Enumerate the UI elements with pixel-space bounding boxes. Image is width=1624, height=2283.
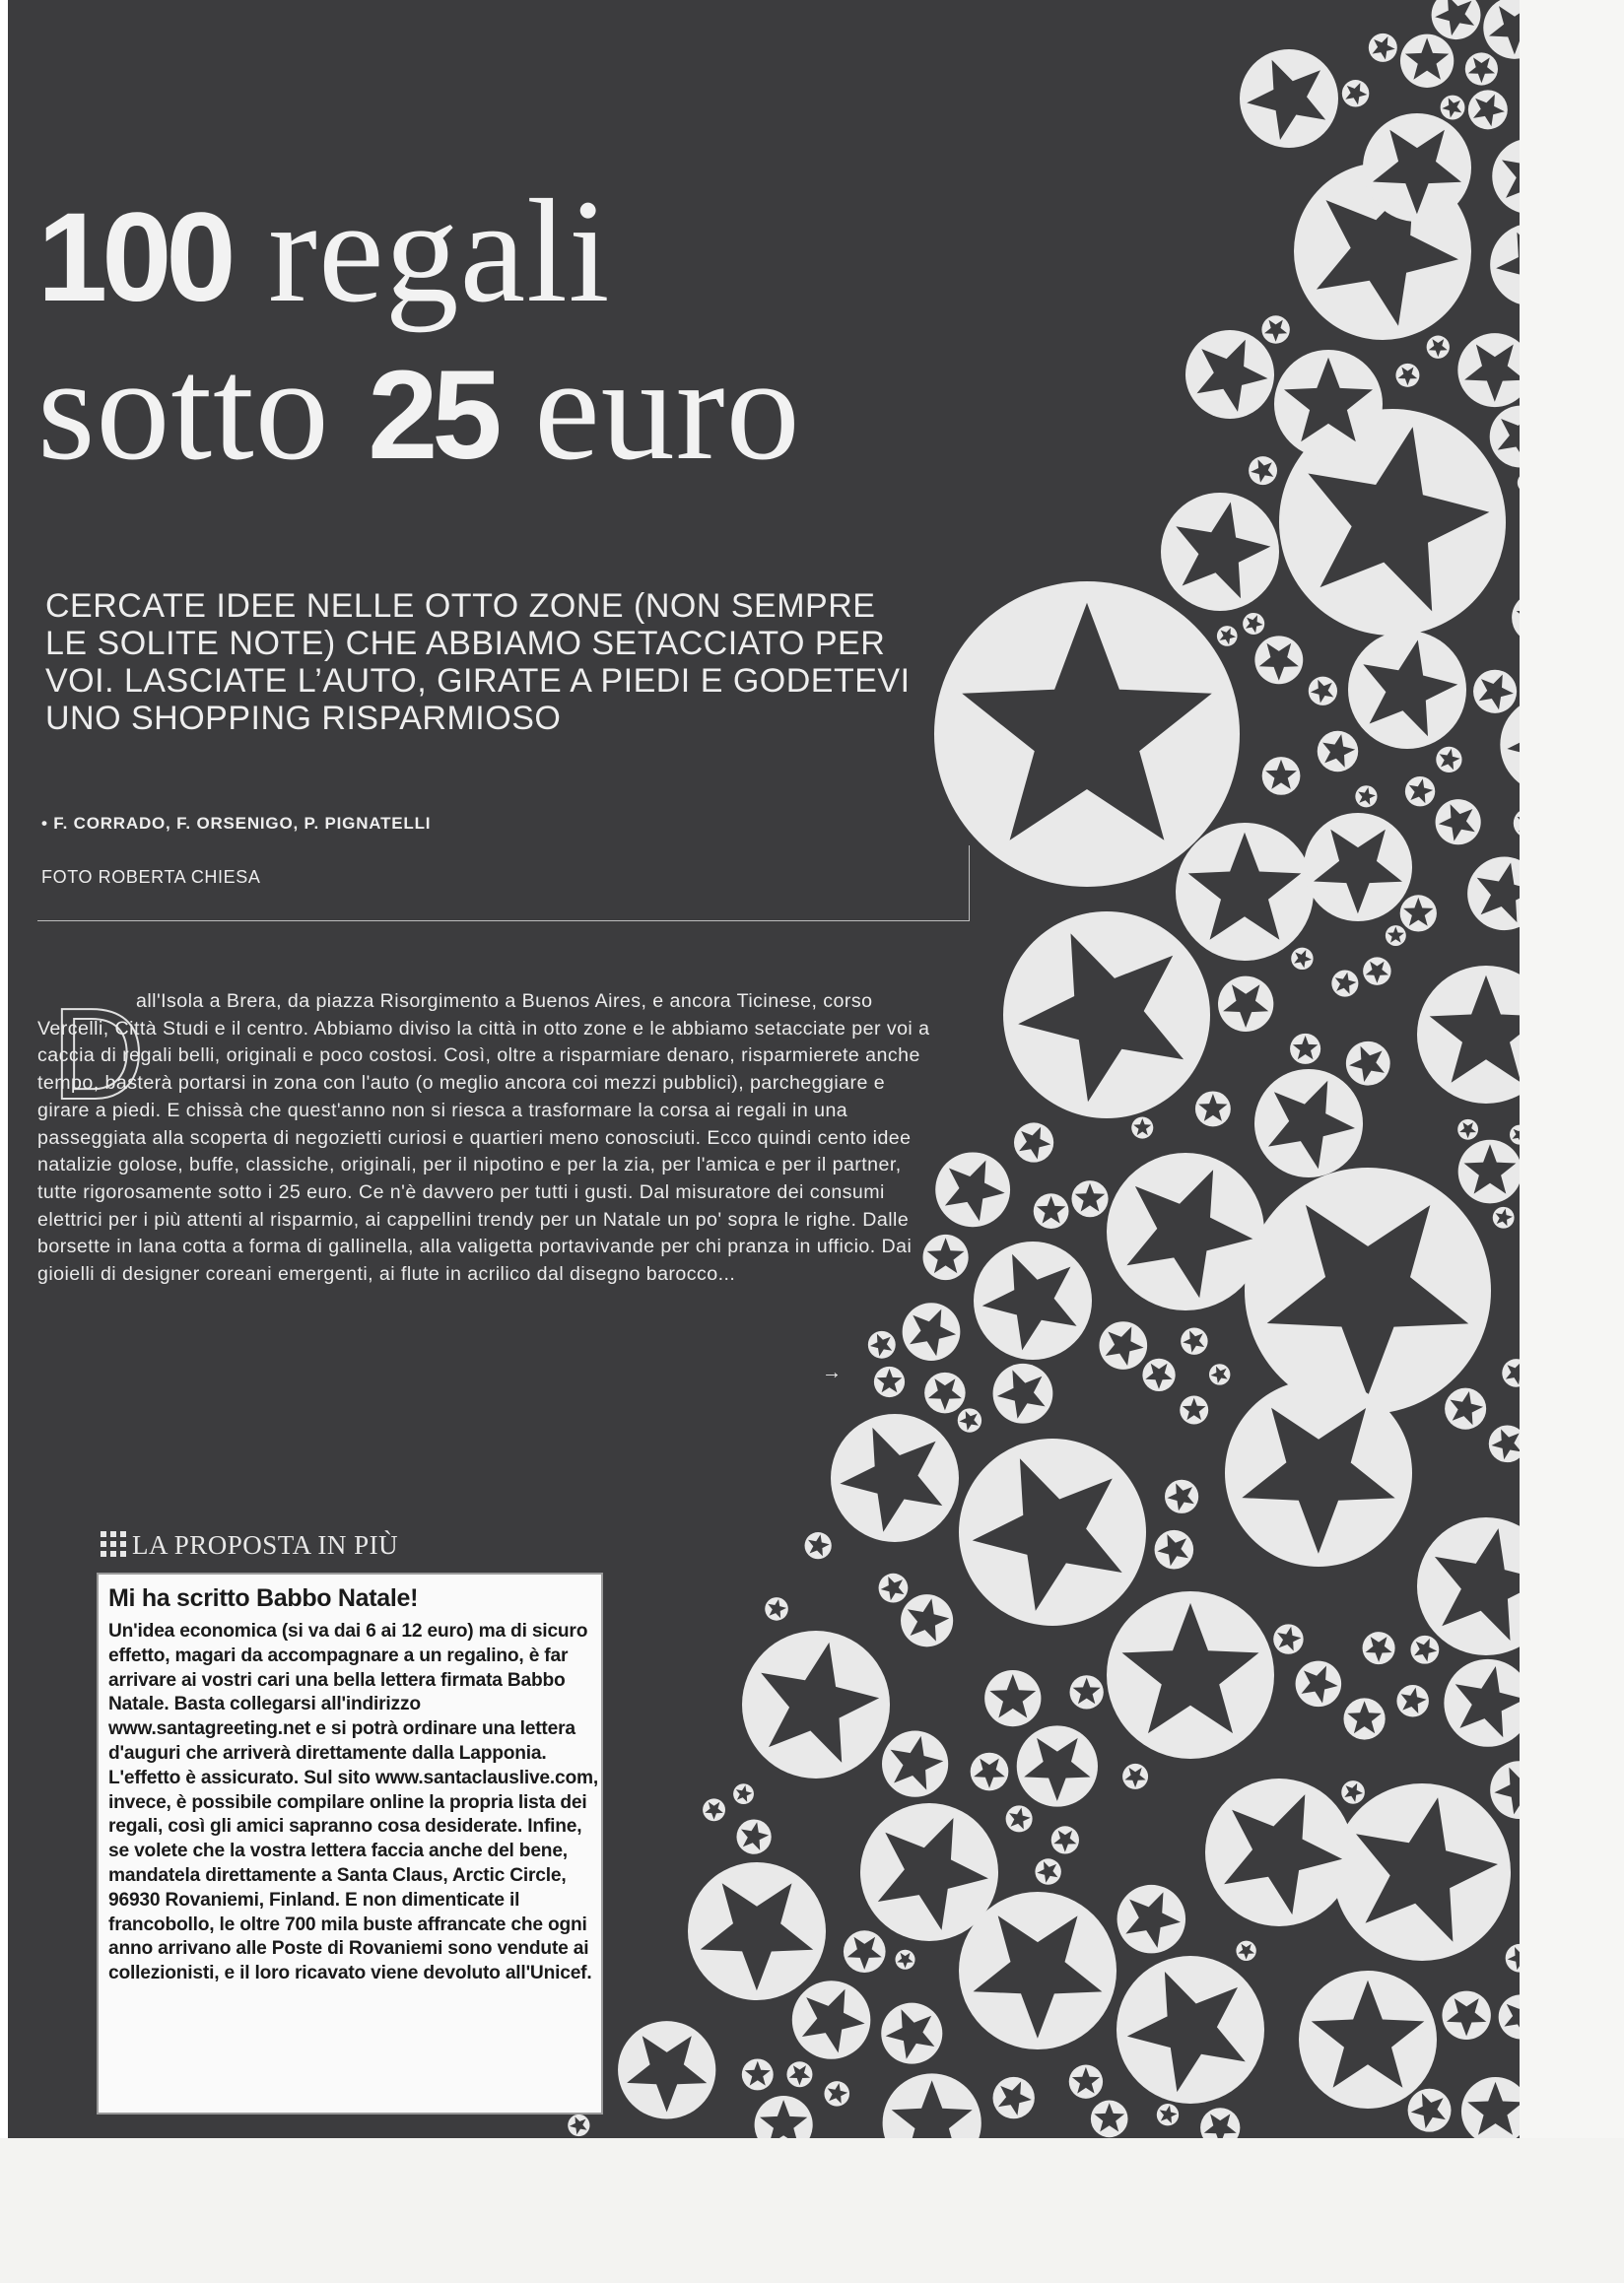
star-ornament <box>1273 1624 1303 1653</box>
star-ornament <box>1296 1661 1342 1708</box>
headline-word-euro: euro <box>496 327 801 491</box>
star-ornament <box>1155 1530 1194 1570</box>
star-ornament <box>1467 857 1520 931</box>
star-ornament <box>1490 1761 1520 1819</box>
star-ornament <box>1017 1725 1098 1806</box>
star-ornament <box>1483 0 1520 59</box>
star-ornament <box>786 2061 812 2087</box>
photo-credit: FOTO ROBERTA CHIESA <box>41 867 261 887</box>
star-ornament <box>1117 1885 1185 1953</box>
star-ornament <box>1490 224 1520 306</box>
star-ornament <box>903 1303 961 1361</box>
star-ornament <box>860 1803 998 1941</box>
star-ornament <box>1386 925 1406 946</box>
star-ornament <box>934 581 1240 887</box>
star-ornament <box>1205 1779 1353 1926</box>
sidebar-section-label <box>101 1530 398 1561</box>
continue-arrow-icon: → <box>822 1362 842 1383</box>
star-ornament <box>895 1950 914 1970</box>
star-ornament <box>1291 948 1313 970</box>
star-ornament <box>1400 34 1454 88</box>
headline-line-2 <box>37 327 801 491</box>
star-ornament <box>1091 2101 1128 2138</box>
star-ornament <box>792 1981 871 2059</box>
headline-word-sotto: sotto <box>37 327 369 491</box>
star-ornament <box>1341 1780 1365 1804</box>
magazine-page <box>8 0 1520 2138</box>
star-ornament <box>993 2077 1035 2118</box>
star-ornament <box>1427 336 1450 359</box>
star-ornament <box>1240 49 1338 148</box>
star-ornament <box>1490 406 1520 468</box>
star-ornament <box>1070 1675 1104 1709</box>
star-ornament <box>742 1631 890 1779</box>
star-ornament <box>1355 785 1377 807</box>
star-ornament <box>1131 1117 1153 1139</box>
star-ornament <box>993 1364 1053 1424</box>
star-ornament <box>1318 731 1358 772</box>
star-ornament <box>1261 315 1289 343</box>
star-ornament <box>1157 2104 1179 2125</box>
star-ornament <box>868 1331 896 1359</box>
star-ornament <box>924 1373 965 1413</box>
star-ornament <box>844 1930 886 1973</box>
star-ornament <box>1304 813 1412 921</box>
star-ornament <box>882 1731 948 1797</box>
star-ornament <box>736 1819 771 1853</box>
star-ornament <box>1249 456 1277 485</box>
star-ornament <box>1458 1140 1520 1204</box>
star-ornament <box>1309 677 1337 705</box>
star-ornament <box>1489 1425 1520 1462</box>
star-ornament <box>1200 2108 1240 2138</box>
scan-margin-bottom <box>0 2138 1624 2283</box>
star-ornament <box>1245 1168 1491 1414</box>
star-ornament <box>1165 1480 1198 1513</box>
star-ornament <box>1499 1994 1520 2039</box>
star-ornament <box>1181 1327 1207 1354</box>
star-ornament <box>1369 34 1397 62</box>
star-ornament <box>1176 823 1314 961</box>
star-ornament <box>959 1439 1146 1626</box>
star-ornament <box>1107 1591 1274 1759</box>
star-ornament <box>1225 1379 1412 1567</box>
star-ornament <box>1161 493 1279 611</box>
article-body: all'Isola a Brera, da piazza Risorgimento a Buenos Aires, e ancora Ticinese, corso Vercelli, Città Studi e il centro. Abbiamo diviso la città in otto zone e le abbiamo setacciate per voi a caccia di regali belli, originali e poco costosi. Così, oltre a risparmiare denaro, risparmierete anche tempo, basterà portarsi in zona con l'auto (o meglio ancora coi mezzi pubblici), parcheggiare e girare a piedi. E chissà che quest'anno non si riesca a trasformare la corsa ai regali in una passeggiata alla scoperta di negozietti curiosi e quartieri meno conosciuti. Ecco quindi cento idee natalizie golose, buffe, classiche, originali, per il nipotino e per la zia, per l'amica e per il partner, tutte rigorosamente sotto i 25 euro. Ce n'è davvero per tutti i gusti. Dal misuratore dei consumi elettrici per i più attenti al risparmio, ai cappellini trendy per un Natale un po' sopra le righe. Dalle borsette in lana cotta a forma di gallinella, alla valigetta portavivande per chi pranza in ufficio. Dai gioielli di designer coreani emergenti, ai flute in acrilico dal disegno barocco... <box>37 990 930 1286</box>
star-ornament <box>1116 1956 1264 2104</box>
star-ornament <box>1331 971 1358 997</box>
star-ornament <box>1254 1069 1363 1177</box>
star-ornament <box>1142 1359 1175 1391</box>
star-ornament <box>1492 139 1520 215</box>
star-ornament <box>874 1367 905 1397</box>
sidebar-text: Un'idea economica (si va dai 6 ai 12 euro) ma di sicuro effetto, magari da accompagnare a un regalino, è far arrivare ai vostri cari una bella lettera firmata Babbo Natale. Basta collegarsi all'indirizzo www.santagreeting.net e si potrà ordinare una lettera d'auguri che arriverà direttamente dalla Lapponia. L'effetto è assicurato. Sul sito www.santaclauslive.com, invece, è possibile compilare online la propria lista dei regali, così gli amici sapranno cosa desiderate. Infine, se volete che la vostra lettera faccia anche del bene, mandatela direttamente a Santa Claus, Arctic Circle, 96930 Rovaniemi, Finland. E non dimenticate il francobollo, le oltre 700 mila buste affrancate che ogni anno arrivano alle Poste di Rovaniemi sono vendute ai collezionisti, e il loro ricavato viene devoluto all'Unicef. <box>108 1621 599 1984</box>
ornament-circle <box>1512 592 1520 642</box>
star-ornament <box>1254 636 1303 684</box>
star-ornament <box>1408 2089 1452 2132</box>
grid-icon <box>101 1531 126 1557</box>
star-ornament <box>1363 113 1471 222</box>
star-ornament <box>1468 90 1508 129</box>
star-ornament <box>1436 799 1481 844</box>
star-ornament <box>1346 1041 1390 1086</box>
star-ornament <box>703 1798 725 1821</box>
star-ornament <box>688 1862 826 2000</box>
star-ornament <box>1051 1826 1079 1853</box>
star-ornament <box>1461 2077 1520 2138</box>
star-ornament <box>1432 0 1481 39</box>
star-ornament <box>1445 1388 1486 1430</box>
star-ornament <box>1410 1636 1439 1664</box>
star-ornament <box>1436 747 1461 772</box>
star-ornament <box>1457 333 1520 407</box>
star-ornament <box>1014 1122 1053 1162</box>
star-ornament <box>1506 1944 1520 1973</box>
star-ornament <box>974 1242 1092 1360</box>
byline: • F. CORRADO, F. ORSENIGO, P. PIGNATELLI <box>41 814 432 833</box>
star-ornament <box>618 2021 715 2118</box>
star-ornament <box>1405 776 1435 806</box>
star-ornament <box>568 2115 589 2136</box>
star-ornament <box>1006 1805 1033 1832</box>
star-ornament <box>883 2073 981 2138</box>
headline-number-25: 25 <box>368 345 497 486</box>
sidebar-title: Mi ha scritto Babbo Natale! <box>108 1584 419 1612</box>
star-ornament <box>1333 1783 1511 1961</box>
star-ornament <box>984 1670 1041 1726</box>
star-ornament <box>1502 1359 1520 1387</box>
headline-word-regali: regali <box>230 169 611 333</box>
star-ornament <box>1217 626 1238 646</box>
star-ornament <box>879 1574 909 1603</box>
divider-vertical <box>969 845 970 921</box>
star-ornament <box>1465 52 1498 85</box>
star-ornament <box>1348 631 1466 749</box>
star-ornament <box>1400 895 1437 931</box>
star-ornament <box>1417 966 1520 1104</box>
star-ornament <box>1071 1180 1108 1217</box>
star-ornament <box>1035 1858 1060 1884</box>
star-ornament <box>733 1783 754 1804</box>
star-ornament <box>831 1414 959 1542</box>
star-ornament <box>1034 1193 1069 1229</box>
star-ornament <box>1290 1034 1320 1064</box>
star-ornament <box>1180 1396 1208 1425</box>
star-ornament <box>901 1594 953 1646</box>
star-ornament <box>1510 1125 1520 1145</box>
scan-margin-right <box>1520 0 1624 2138</box>
star-ornament <box>765 1597 788 1621</box>
headline <box>37 169 801 491</box>
star-ornament <box>1441 96 1465 120</box>
star-ornament <box>1107 1153 1264 1310</box>
star-ornament <box>881 2003 942 2064</box>
star-ornament <box>1069 2065 1103 2099</box>
star-ornament <box>1363 1632 1395 1664</box>
star-ornament <box>742 2058 774 2090</box>
star-ornament <box>1444 1659 1520 1747</box>
star-ornament <box>1195 1091 1231 1126</box>
star-ornament <box>1236 1941 1255 1961</box>
subheadline: CERCATE IDEE NELLE OTTO ZONE (NON SEMPRE LE SOLITE NOTE) CHE ABBIAMO SETACCIATO PER VOI. LASCIATE L’AUTO, GIRATE A PIEDI E GODETEVI UNO SHOPPING RISPARMIOSO <box>45 587 911 737</box>
headline-number-100: 100 <box>37 187 231 328</box>
star-ornament <box>1209 1364 1230 1384</box>
star-ornament <box>805 1532 832 1559</box>
divider-horizontal <box>37 920 970 921</box>
star-ornament <box>1512 592 1520 642</box>
star-ornament <box>1343 1698 1385 1739</box>
star-ornament <box>1122 1764 1148 1789</box>
star-ornament <box>1395 364 1419 387</box>
star-ornament <box>1442 1991 1490 2040</box>
drop-cap: D <box>51 981 146 1126</box>
star-ornament <box>1262 757 1301 795</box>
star-ornament <box>1342 80 1369 106</box>
star-ornament <box>971 1753 1009 1791</box>
star-ornament <box>958 1408 981 1432</box>
star-ornament <box>1243 613 1264 635</box>
star-ornament <box>1274 350 1383 458</box>
headline-line-1 <box>37 169 801 335</box>
star-ornament <box>1363 957 1390 984</box>
star-ornament <box>824 2081 849 2107</box>
star-ornament <box>755 2096 813 2138</box>
star-ornament <box>1099 1321 1147 1370</box>
sidebar-box <box>97 1573 603 2115</box>
star-ornament <box>1299 1971 1437 2109</box>
star-ornament <box>1493 1207 1515 1229</box>
star-ornament <box>1396 1685 1428 1716</box>
sidebar-section-label-text: LA PROPOSTA IN PIÙ <box>132 1530 399 1560</box>
star-ornament <box>1185 330 1274 419</box>
star-ornament <box>1457 1119 1478 1140</box>
star-ornament <box>1473 670 1517 713</box>
star-ornament <box>1218 976 1273 1032</box>
star-ornament <box>1003 911 1210 1118</box>
star-ornament <box>935 1152 1010 1227</box>
star-ornament <box>1417 1517 1520 1655</box>
